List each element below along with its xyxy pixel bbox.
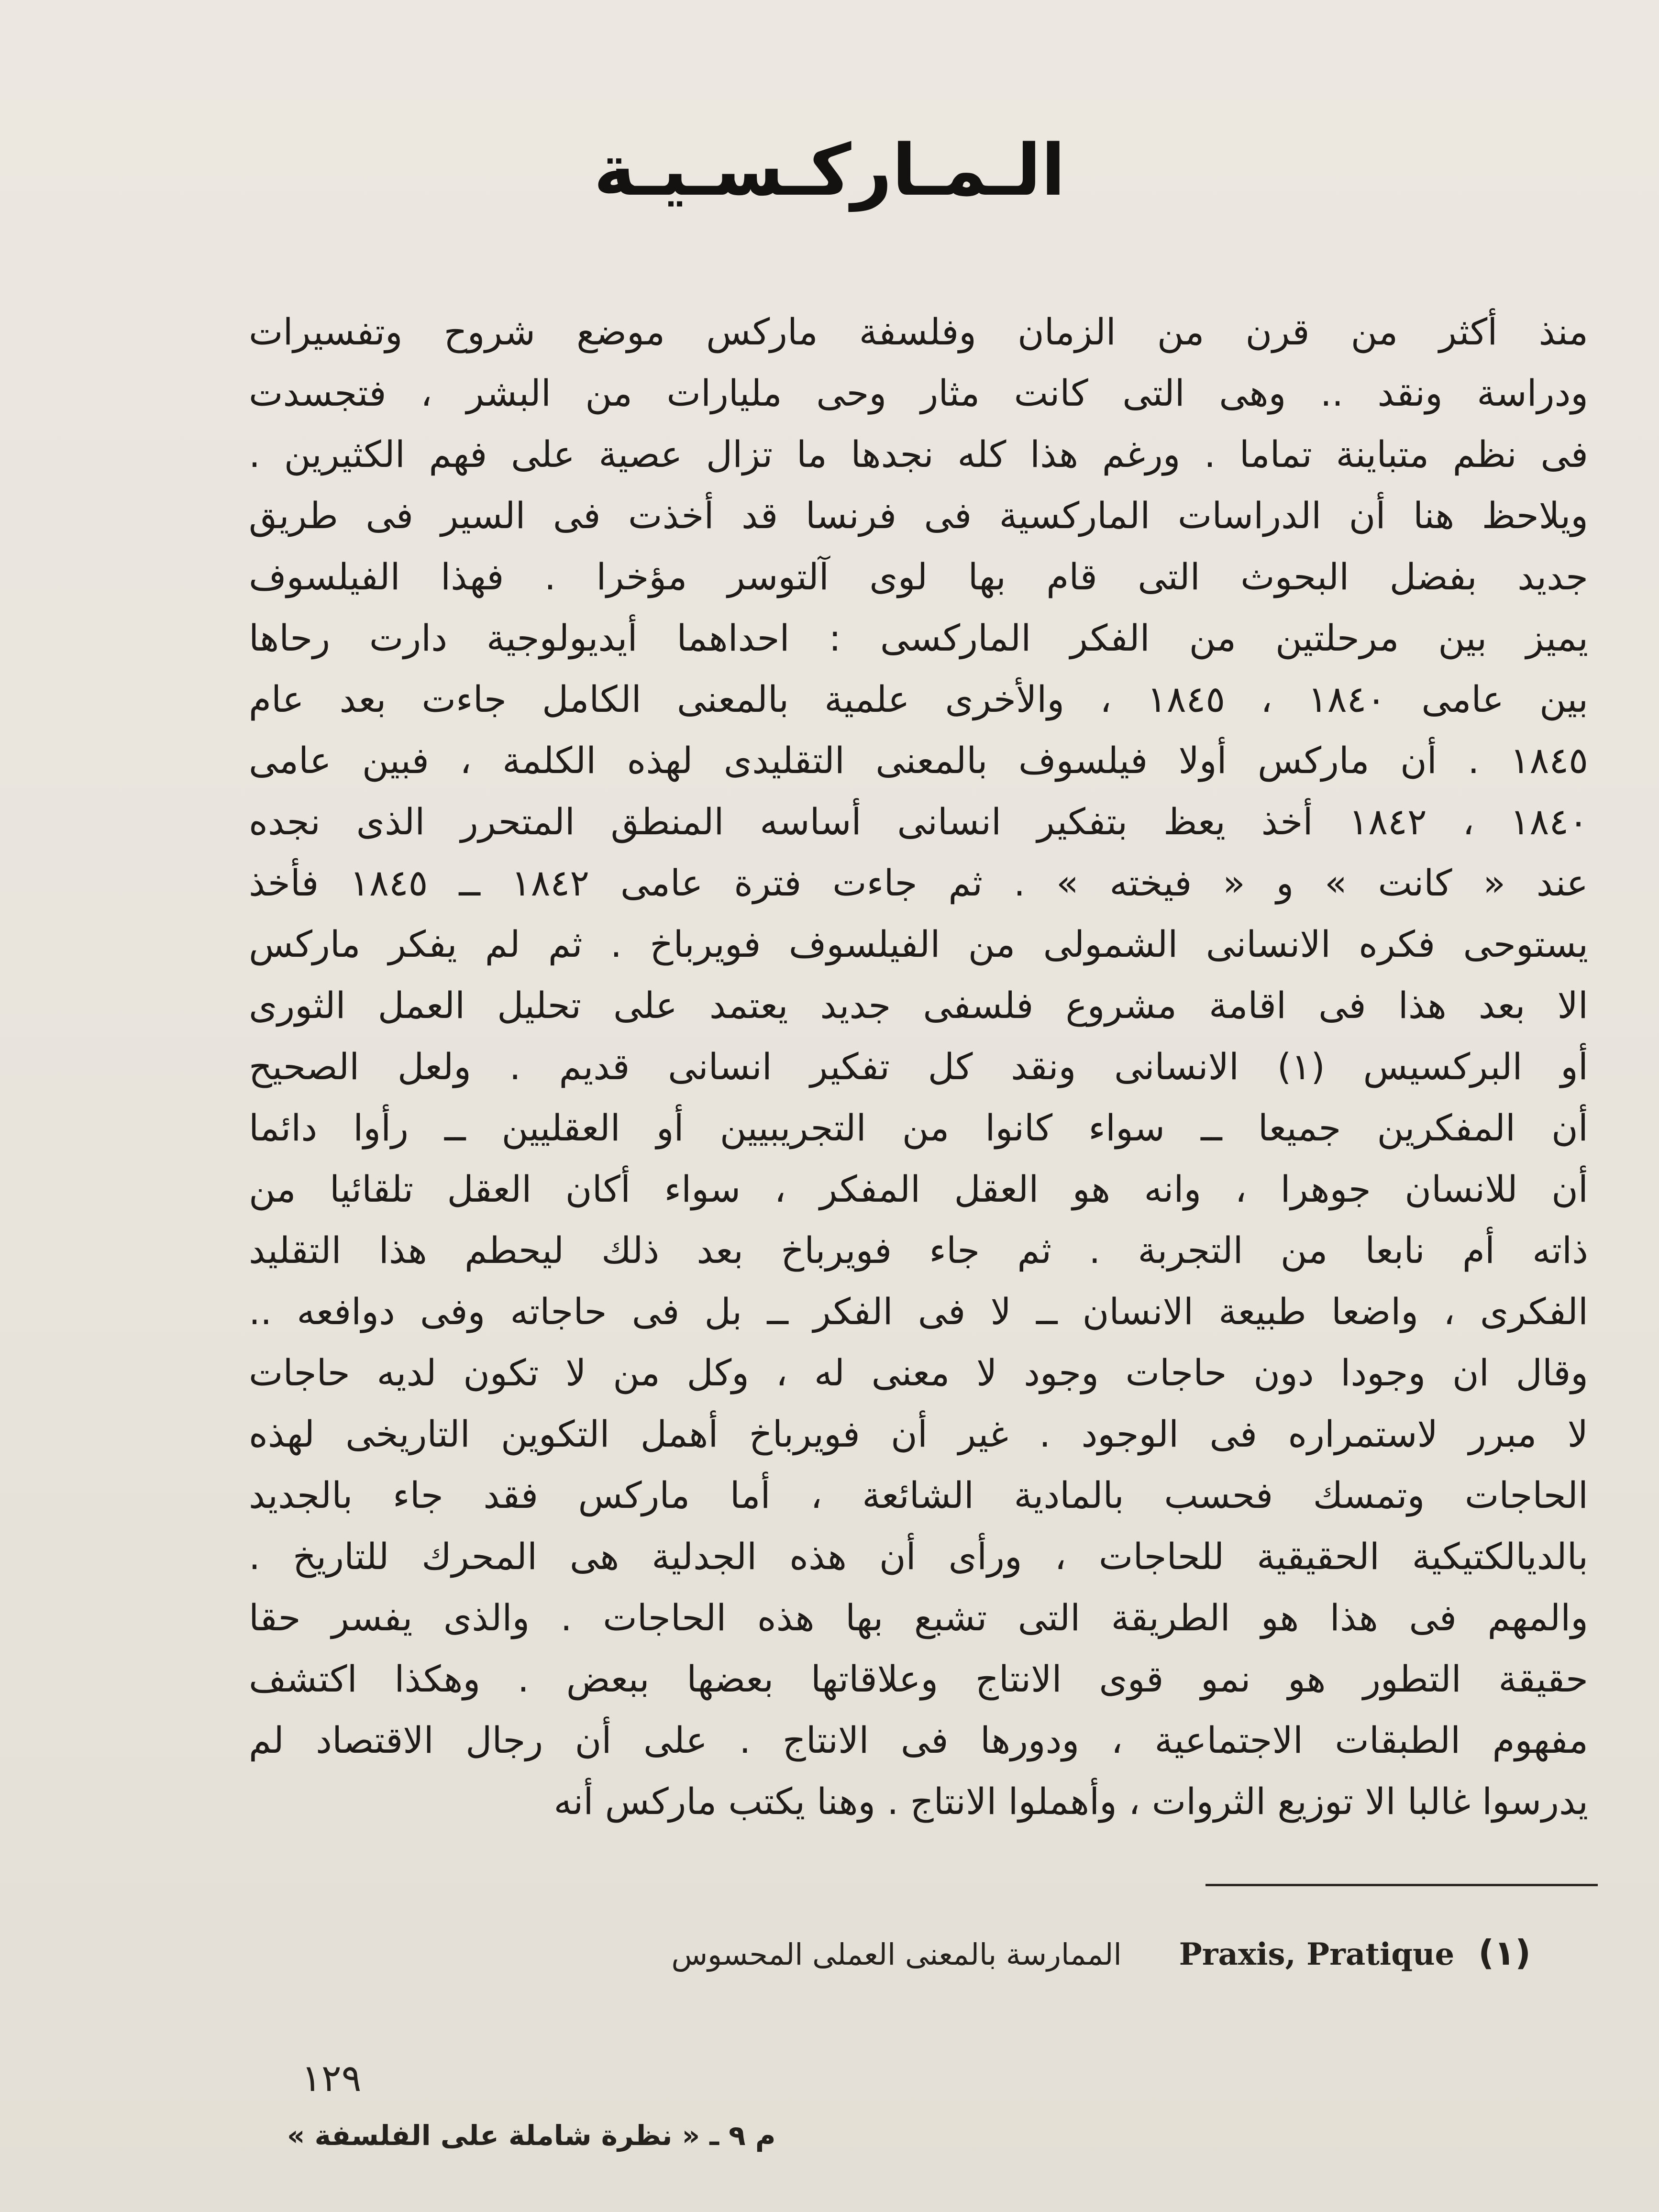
body-line: بالديالكتيكية الحقيقية للحاجات ، ورأى أن هذه الجدلية هى المحرك للتاريخ . [249,1535,1588,1578]
body-line: والمهم فى هذا هو الطريقة التى تشبع بها هذه الحاجات . والذى يفسر حقا [249,1596,1588,1639]
body-line: وقال ان وجودا دون حاجات وجود لا معنى له ، وكل من لا تكون لديه حاجات [249,1351,1588,1394]
body-line: بين عامى ١٨٤٠ ، ١٨٤٥ ، والأخرى علمية بالمعنى الكامل جاءت بعد عام [249,678,1588,720]
footnote-marker: (١) [1478,1933,1531,1973]
body-line: يميز بين مرحلتين من الفكر الماركسى : احداهما أيديولوجية دارت رحاها [249,617,1588,659]
body-line: جديد بفضل البحوث التى قام بها لوى آلتوسر مؤخرا . فهذا الفيلسوف [249,555,1588,598]
footnote [564,1933,1531,1973]
footnote-latin-term: Praxis, Pratique [1179,1936,1455,1972]
body-line: ودراسة ونقد .. وهى التى كانت مثار وحى مليارات من البشر ، فتجسدت [249,372,1588,414]
body-line: أو البركسيس (١) الانسانى ونقد كل تفكير انسانى قديم . ولعل الصحيح [249,1045,1588,1088]
printer-signature: م ٩ ـ « نظرة شاملة على الفلسفة » [287,2119,776,2152]
page-number: ١٢٩ [301,2057,362,2100]
body-line: ذاته أم نابعا من التجربة . ثم جاء فويرباخ بعد ذلك ليحطم هذا التقليد [249,1229,1588,1272]
body-line: يدرسوا غالبا الا توزيع الثروات ، وأهملوا الانتاج . وهنا يكتب ماركس أنه [553,1780,1588,1823]
body-line: ويلاحظ هنا أن الدراسات الماركسية فى فرنسا قد أخذت فى السير فى طريق [249,494,1588,537]
body-line: حقيقة التطور هو نمو قوى الانتاج وعلاقاتها بعضها ببعض . وهكذا اكتشف [249,1658,1588,1700]
body-line: عند « كانت » و « فيخته » . ثم جاءت فترة عامى ١٨٤٢ ــ ١٨٤٥ فأخذ [249,862,1588,904]
body-line: لا مبرر لاستمراره فى الوجود . غير أن فويرباخ أهمل التكوين التاريخى لهذه [249,1413,1588,1455]
body-line: الفكرى ، واضعا طبيعة الانسان ــ لا فى الفكر ــ بل فى حاجاته وفى دوافعه .. [249,1290,1588,1333]
body-line: فى نظم متباينة تماما . ورغم هذا كله نجدها ما تزال عصية على فهم الكثيرين . [249,433,1588,476]
body-line: الا بعد هذا فى اقامة مشروع فلسفى جديد يعتمد على تحليل العمل الثورى [249,984,1588,1027]
body-line: يستوحى فكره الانسانى الشمولى من الفيلسوف فويرباخ . ثم لم يفكر ماركس [249,923,1588,965]
body-line: أن للانسان جوهرا ، وانه هو العقل المفكر ، سواء أكان العقل تلقائيا من [249,1168,1588,1210]
footnote-divider [1206,1884,1598,1886]
body-line: ١٨٤٥ . أن ماركس أولا فيلسوف بالمعنى التقليدى لهذه الكلمة ، فبين عامى [249,739,1588,782]
footnote-arabic-text: الممارسة بالمعنى العملى المحسوس [671,1937,1122,1972]
body-line: الحاجات وتمسك فحسب بالمادية الشائعة ، أما ماركس فقد جاء بالجديد [249,1474,1588,1516]
body-line: مفهوم الطبقات الاجتماعية ، ودورها فى الانتاج . على أن رجال الاقتصاد لم [249,1719,1588,1761]
body-line: منذ أكثر من قرن من الزمان وفلسفة ماركس موضع شروح وتفسيرات [249,310,1588,353]
body-text [249,301,1588,1832]
body-line: ١٨٤٠ ، ١٨٤٢ أخذ يعظ بتفكير انسانى أساسه المنطق المتحرر الذى نجده [249,800,1588,843]
body-line: أن المفكرين جميعا ــ سواء كانوا من التجريبيين أو العقليين ــ رأوا دائما [249,1106,1588,1149]
chapter-title: الـمـاركـسـيـة [593,129,1066,211]
